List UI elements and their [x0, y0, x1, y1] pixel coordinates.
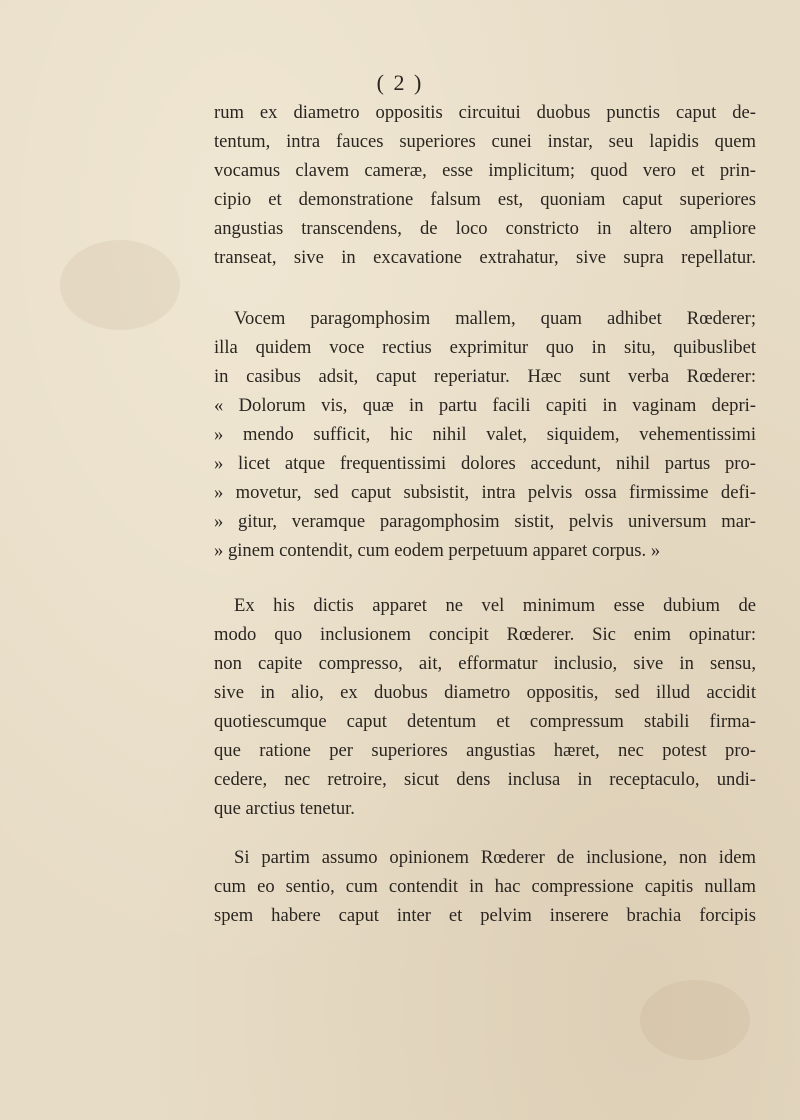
text-line: rum ex diametro oppositis circuitui duobus punctis caput de- [214, 102, 756, 123]
quote-line: » mendo sufficit, hic nihil valet, siquidem, vehementissimi [214, 424, 756, 445]
text-line: que arctius tenetur. [214, 798, 355, 819]
text-line: illa quidem voce rectius exprimitur quo in situ, quibuslibet [214, 337, 756, 358]
paper-stain [640, 980, 750, 1060]
text-line: que ratione per superiores angustias hæret, nec potest pro- [214, 740, 756, 761]
paragraph-4 [214, 843, 756, 930]
text-line: cum eo sentio, cum contendit in hac compressione capitis nullam [214, 876, 756, 897]
quote-line: « Dolorum vis, quæ in partu facili capiti in vaginam depri- [214, 395, 756, 416]
text-line: vocamus clavem cameræ, esse implicitum; quod vero et prin- [214, 160, 756, 181]
text-line: quotiescumque caput detentum et compressum stabili firma- [214, 711, 756, 732]
text-line: tentum, intra fauces superiores cunei instar, seu lapidis quem [214, 131, 756, 152]
paragraph-3 [214, 591, 756, 823]
quote-line: » movetur, sed caput subsistit, intra pelvis ossa firmissime defi- [214, 482, 756, 503]
text-line: spem habere caput inter et pelvim inserere brachia forcipis [214, 905, 756, 926]
text-line: cedere, nec retroire, sicut dens inclusa in receptaculo, undi- [214, 769, 756, 790]
paragraph-2 [214, 304, 756, 565]
text-line: Ex his dictis apparet ne vel minimum esse dubium de [234, 595, 756, 616]
page-number: ( 2 ) [376, 70, 424, 95]
text-line: angustias transcendens, de loco constricto in altero ampliore [214, 218, 756, 239]
text-line: sive in alio, ex duobus diametro oppositis, sed illud accidit [214, 682, 756, 703]
quote-line: » licet atque frequentissimi dolores accedunt, nihil partus pro- [214, 453, 756, 474]
text-line: Vocem paragomphosim mallem, quam adhibet Rœderer; [234, 308, 756, 329]
text-line: modo quo inclusionem concipit Rœderer. Sic enim opinatur: [214, 624, 756, 645]
paper-stain [60, 240, 180, 330]
text-line: non capite compresso, ait, efformatur inclusio, sive in sensu, [214, 653, 756, 674]
text-line: cipio et demonstratione falsum est, quoniam caput superiores [214, 189, 756, 210]
text-line: in casibus adsit, caput reperiatur. Hæc sunt verba Rœderer: [214, 366, 756, 387]
paragraph-1 [214, 98, 756, 272]
text-line: Si partim assumo opinionem Rœderer de inclusione, non idem [234, 847, 756, 868]
text-line: transeat, sive in excavatione extrahatur, sive supra repellatur. [214, 247, 756, 268]
quote-line: » ginem contendit, cum eodem perpetuum apparet corpus. » [214, 540, 661, 561]
quote-line: » gitur, veramque paragomphosim sistit, pelvis universum mar- [214, 511, 756, 532]
